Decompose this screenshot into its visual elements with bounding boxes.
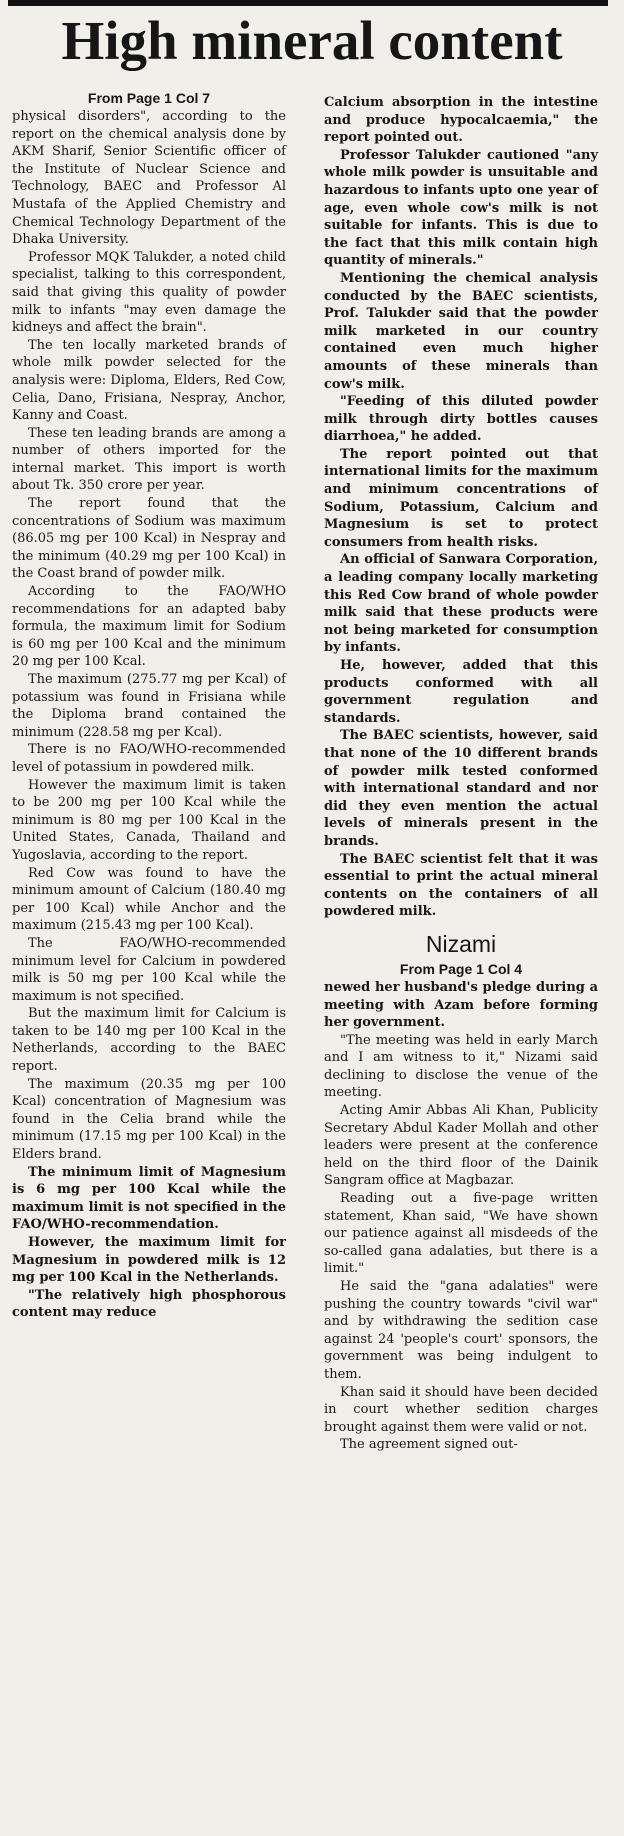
article-paragraph: Acting Amir Abbas Ali Khan, Publicity Secretary Abdul Kader Mollah and other leaders were present at the conference held on the third floor of the Dainik Sangram office at Magbazar. [324,1103,598,1189]
article-paragraph: These ten leading brands are among a number of others imported for the internal market. This import is worth about Tk. 350 crore per year. [12,425,286,494]
right-column [324,94,598,1452]
article-paragraph: Reading out a five-page written statement, Khan said, "We have shown our patience against all misdeeds of the so-called gana adalaties, but there is a limit." [324,1191,598,1277]
article-paragraph: The maximum (20.35 mg per 100 Kcal) concentration of Magnesium was found in the Celia brand while the minimum (17.15 mg per 100 Kcal) in the Elders brand. [12,1076,286,1163]
article-paragraph: However, the maximum limit for Magnesium in powdered milk is 12 mg per 100 Kcal in the Netherlands. [12,1235,286,1286]
sub-headline: Nizami [425,930,497,957]
article-paragraph: An official of Sanwara Corporation, a leading company locally marketing this Red Cow brand of whole powder milk said that these products were not being marketed for consumption by infants. [324,552,598,656]
article-paragraph: Khan said it should have been decided in court whether sedition charges brought against them were valid or not. [324,1384,598,1435]
article-paragraph: "The relatively high phosphorous content may reduce [12,1287,286,1321]
headline: High mineral content [61,10,563,71]
article-paragraph: He said the "gana adalaties" were pushing the country towards "civil war" and by withdrawing the sedition case against 24 'people's court' sponsors, the government was being indulgent to them. [324,1279,598,1382]
article-paragraph: He, however, added that this products conformed with all government regulation and standards. [324,658,598,726]
article-paragraph: There is no FAO/WHO-recommended level of potassium in powdered milk. [12,742,286,775]
sub-dateline: From Page 1 Col 4 [399,960,523,977]
article-paragraph: Professor Talukder cautioned "any whole milk powder is unsuitable and hazardous to infants upto one year of age, even whole cow's milk is not suitable for infants. This is due to the fact that this milk contain high quantity of minerals." [324,147,598,269]
article-paragraph: According to the FAO/WHO recommendations for an adapted baby formula, the maximum limit for Sodium is 60 mg per 100 Kcal and the minimum 20 mg per 100 Kcal. [12,584,286,670]
article-paragraph: "The meeting was held in early March and I am witness to it," Nizami said declining to disclose the venue of the meeting. [324,1032,598,1101]
article-paragraph: The report pointed out that international limits for the maximum and minimum concentrations of Sodium, Potassium, Calcium and Magnesium is set to protect consumers from health risks. [324,446,598,550]
article-paragraph: The minimum limit of Magnesium is 6 mg per 100 Kcal while the maximum limit is not specified in the FAO/WHO-recommendation. [12,1164,286,1233]
article-paragraph: The BAEC scientist felt that it was essential to print the actual mineral contents on the containers of all powdered milk. [324,851,598,920]
article-paragraph: The report found that the concentrations of Sodium was maximum (86.05 mg per 100 Kcal) in Nespray and the minimum (40.29 mg per 100 Kcal) in the Coast brand of powder milk. [12,496,286,582]
article-paragraph: physical disorders", according to the report on the chemical analysis done by AKM Sharif, Senior Scientific officer of the Institute of Nuclear Science and Technology, BAEC and Professor Al Mustafa of the Applied Chemistry and Chemical Technology Department of the Dhaka University. [12,109,286,248]
article-paragraph: The FAO/WHO-recommended minimum level for Calcium in powdered milk is 50 mg per 100 Kcal while the maximum is not specified. [12,935,286,1004]
article-paragraph: The BAEC scientists, however, said that none of the 10 different brands of powder milk tested conformed with international standard and nor did they even mention the actual levels of minerals present in the brands. [324,728,598,849]
article-paragraph: The maximum (275.77 mg per Kcal) of potassium was found in Frisiana while the Diploma brand contained the minimum (228.58 mg per Kcal). [12,672,286,740]
article-paragraph: Calcium absorption in the intestine and produce hypocalcaemia," the report pointed out. [324,95,598,146]
article-paragraph: "Feeding of this diluted powder milk through dirty bottles causes diarrhoea," he added. [324,394,598,445]
article-paragraph: newed her husband's pledge during a meeting with Azam before forming her government. [324,979,598,1031]
article-paragraph: Mentioning the chemical analysis conducted by the BAEC scientists, Prof. Talukder said that the powder milk marketed in our country contained even much higher amounts of these minerals than cow's milk. [324,270,598,392]
dateline: From Page 1 Col 7 [87,90,211,106]
left-column [12,88,286,1322]
article-paragraph: The ten locally marketed brands of whole milk powder selected for the analysis were: Diploma, Elders, Red Cow, Celia, Dano, Frisiana, Nespray, Anchor, Kanny and Coast. [12,337,286,424]
article-paragraph: Professor MQK Talukder, a noted child specialist, talking to this correspondent, said that giving this quality of powder milk to infants "may even damage the kidneys and affect the brain". [12,249,286,336]
article-paragraph: But the maximum limit for Calcium is taken to be 140 mg per 100 Kcal in the Netherlands, according to the BAEC report. [12,1006,286,1075]
article-paragraph: Red Cow was found to have the minimum amount of Calcium (180.40 mg per 100 Kcal) while Anchor and the maximum (215.43 mg per 100 Kcal). [12,865,286,934]
article-paragraph: However the maximum limit is taken to be 200 mg per 100 Kcal while the minimum is 80 mg per 100 Kcal in the United States, Canada, Thailand and Yugoslavia, according to the report. [12,777,286,863]
article-paragraph: The agreement signed out- [340,1437,518,1453]
top-rule [8,0,608,6]
